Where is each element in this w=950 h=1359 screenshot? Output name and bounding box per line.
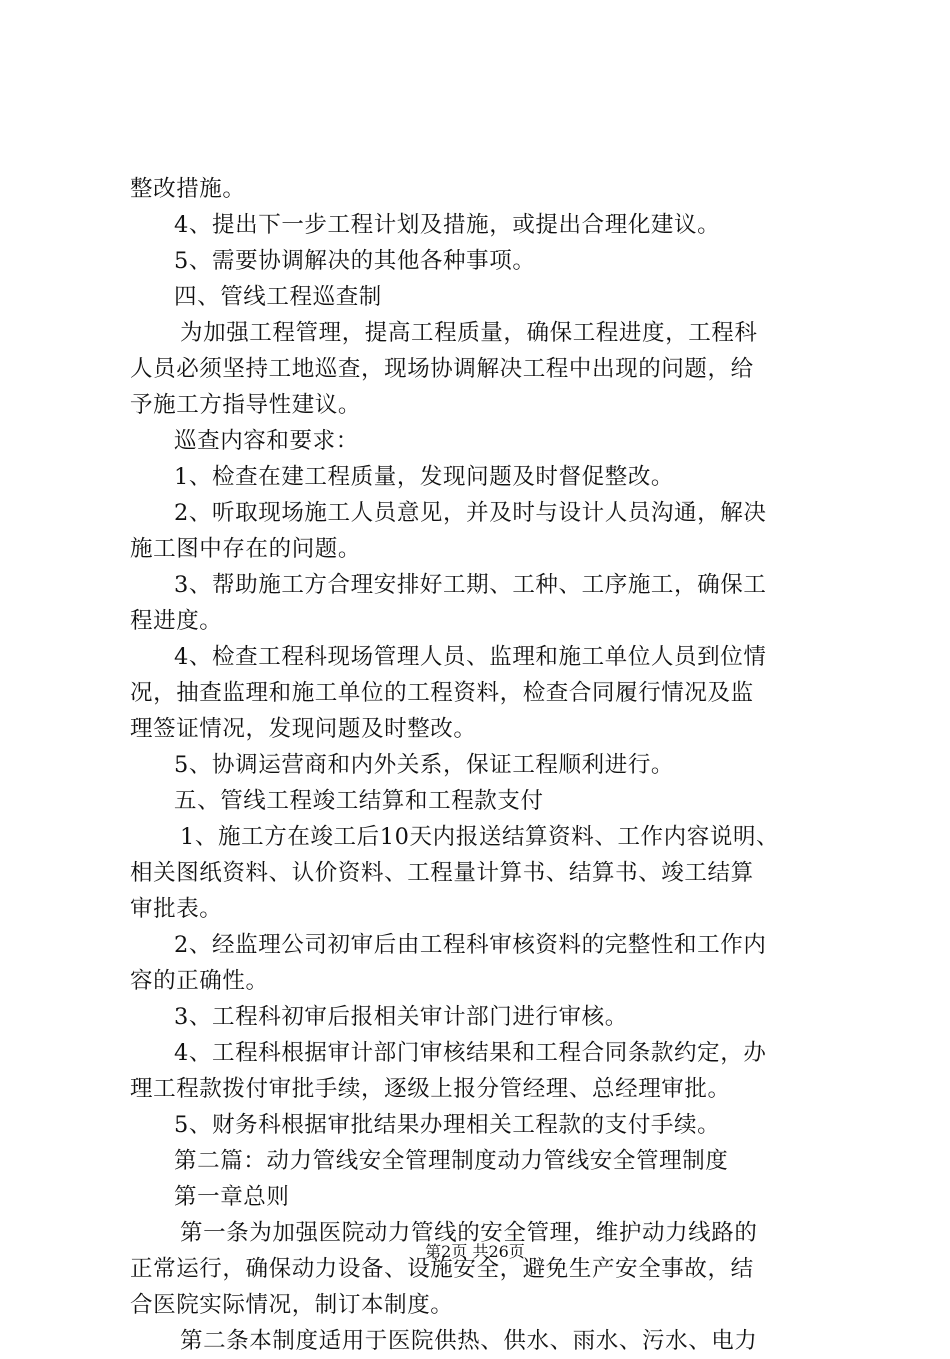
text-line: 况，抽查监理和施工单位的工程资料，检查合同履行情况及监 [130, 680, 754, 706]
text-line: 4、检查工程科现场管理人员、监理和施工单位人员到位情 [174, 644, 767, 670]
text-line: 1、施工方在竣工后10天内报送结算资料、工作内容说明、 [180, 824, 780, 850]
text-line: 第一条为加强医院动力管线的安全管理，维护动力线路的 [180, 1220, 758, 1246]
text-line: 审批表。 [130, 896, 223, 922]
text-line: 2、听取现场施工人员意见，并及时与设计人员沟通，解决 [174, 500, 767, 526]
text-line: 5、协调运营商和内外关系，保证工程顺利进行。 [174, 752, 675, 778]
text-line: 3、帮助施工方合理安排好工期、工种、工序施工，确保工 [174, 572, 767, 598]
text-line: 3、工程科初审后报相关审计部门进行审核。 [174, 1004, 628, 1030]
text-line: 第二篇：动力管线安全管理制度动力管线安全管理制度 [174, 1148, 729, 1174]
text-line: 正常运行，确保动力设备、设施安全，避免生产安全事故，结 [130, 1256, 754, 1282]
text-line: 1、检查在建工程质量，发现问题及时督促整改。 [174, 464, 675, 490]
text-line: 为加强工程管理，提高工程质量，确保工程进度，工程科 [180, 320, 758, 346]
text-line: 予施工方指导性建议。 [130, 392, 362, 418]
text-line: 4、工程科根据审计部门审核结果和工程合同条款约定，办 [174, 1040, 767, 1066]
page-footer: 第2页 共26页 [425, 1242, 525, 1261]
text-line: 人员必须坚持工地巡查，现场协调解决工程中出现的问题，给 [130, 356, 754, 382]
text-line: 2、经监理公司初审后由工程科审核资料的完整性和工作内 [174, 932, 767, 958]
text-line: 施工图中存在的问题。 [130, 536, 362, 562]
text-line: 相关图纸资料、认价资料、工程量计算书、结算书、竣工结算 [130, 860, 754, 886]
text-line: 理签证情况，发现问题及时整改。 [130, 716, 477, 742]
text-line: 理工程款拨付审批手续，逐级上报分管经理、总经理审批。 [130, 1076, 731, 1102]
text-line: 容的正确性。 [130, 968, 269, 994]
document-body [130, 171, 830, 1359]
text-line: 五、管线工程竣工结算和工程款支付 [174, 788, 544, 814]
text-line: 程进度。 [130, 608, 223, 634]
text-line: 巡查内容和要求： [174, 428, 359, 454]
text-line: 第二条本制度适用于医院供热、供水、雨水、污水、电力 [180, 1328, 758, 1354]
text-line: 四、管线工程巡查制 [174, 284, 382, 310]
text-line: 4、提出下一步工程计划及措施，或提出合理化建议。 [174, 212, 721, 238]
text-line: 5、需要协调解决的其他各种事项。 [174, 248, 536, 274]
text-line: 5、财务科根据审批结果办理相关工程款的支付手续。 [174, 1112, 721, 1138]
text-line: 合医院实际情况，制订本制度。 [130, 1292, 454, 1318]
text-line: 整改措施。 [130, 176, 246, 202]
text-line: 第一章总则 [174, 1184, 290, 1210]
